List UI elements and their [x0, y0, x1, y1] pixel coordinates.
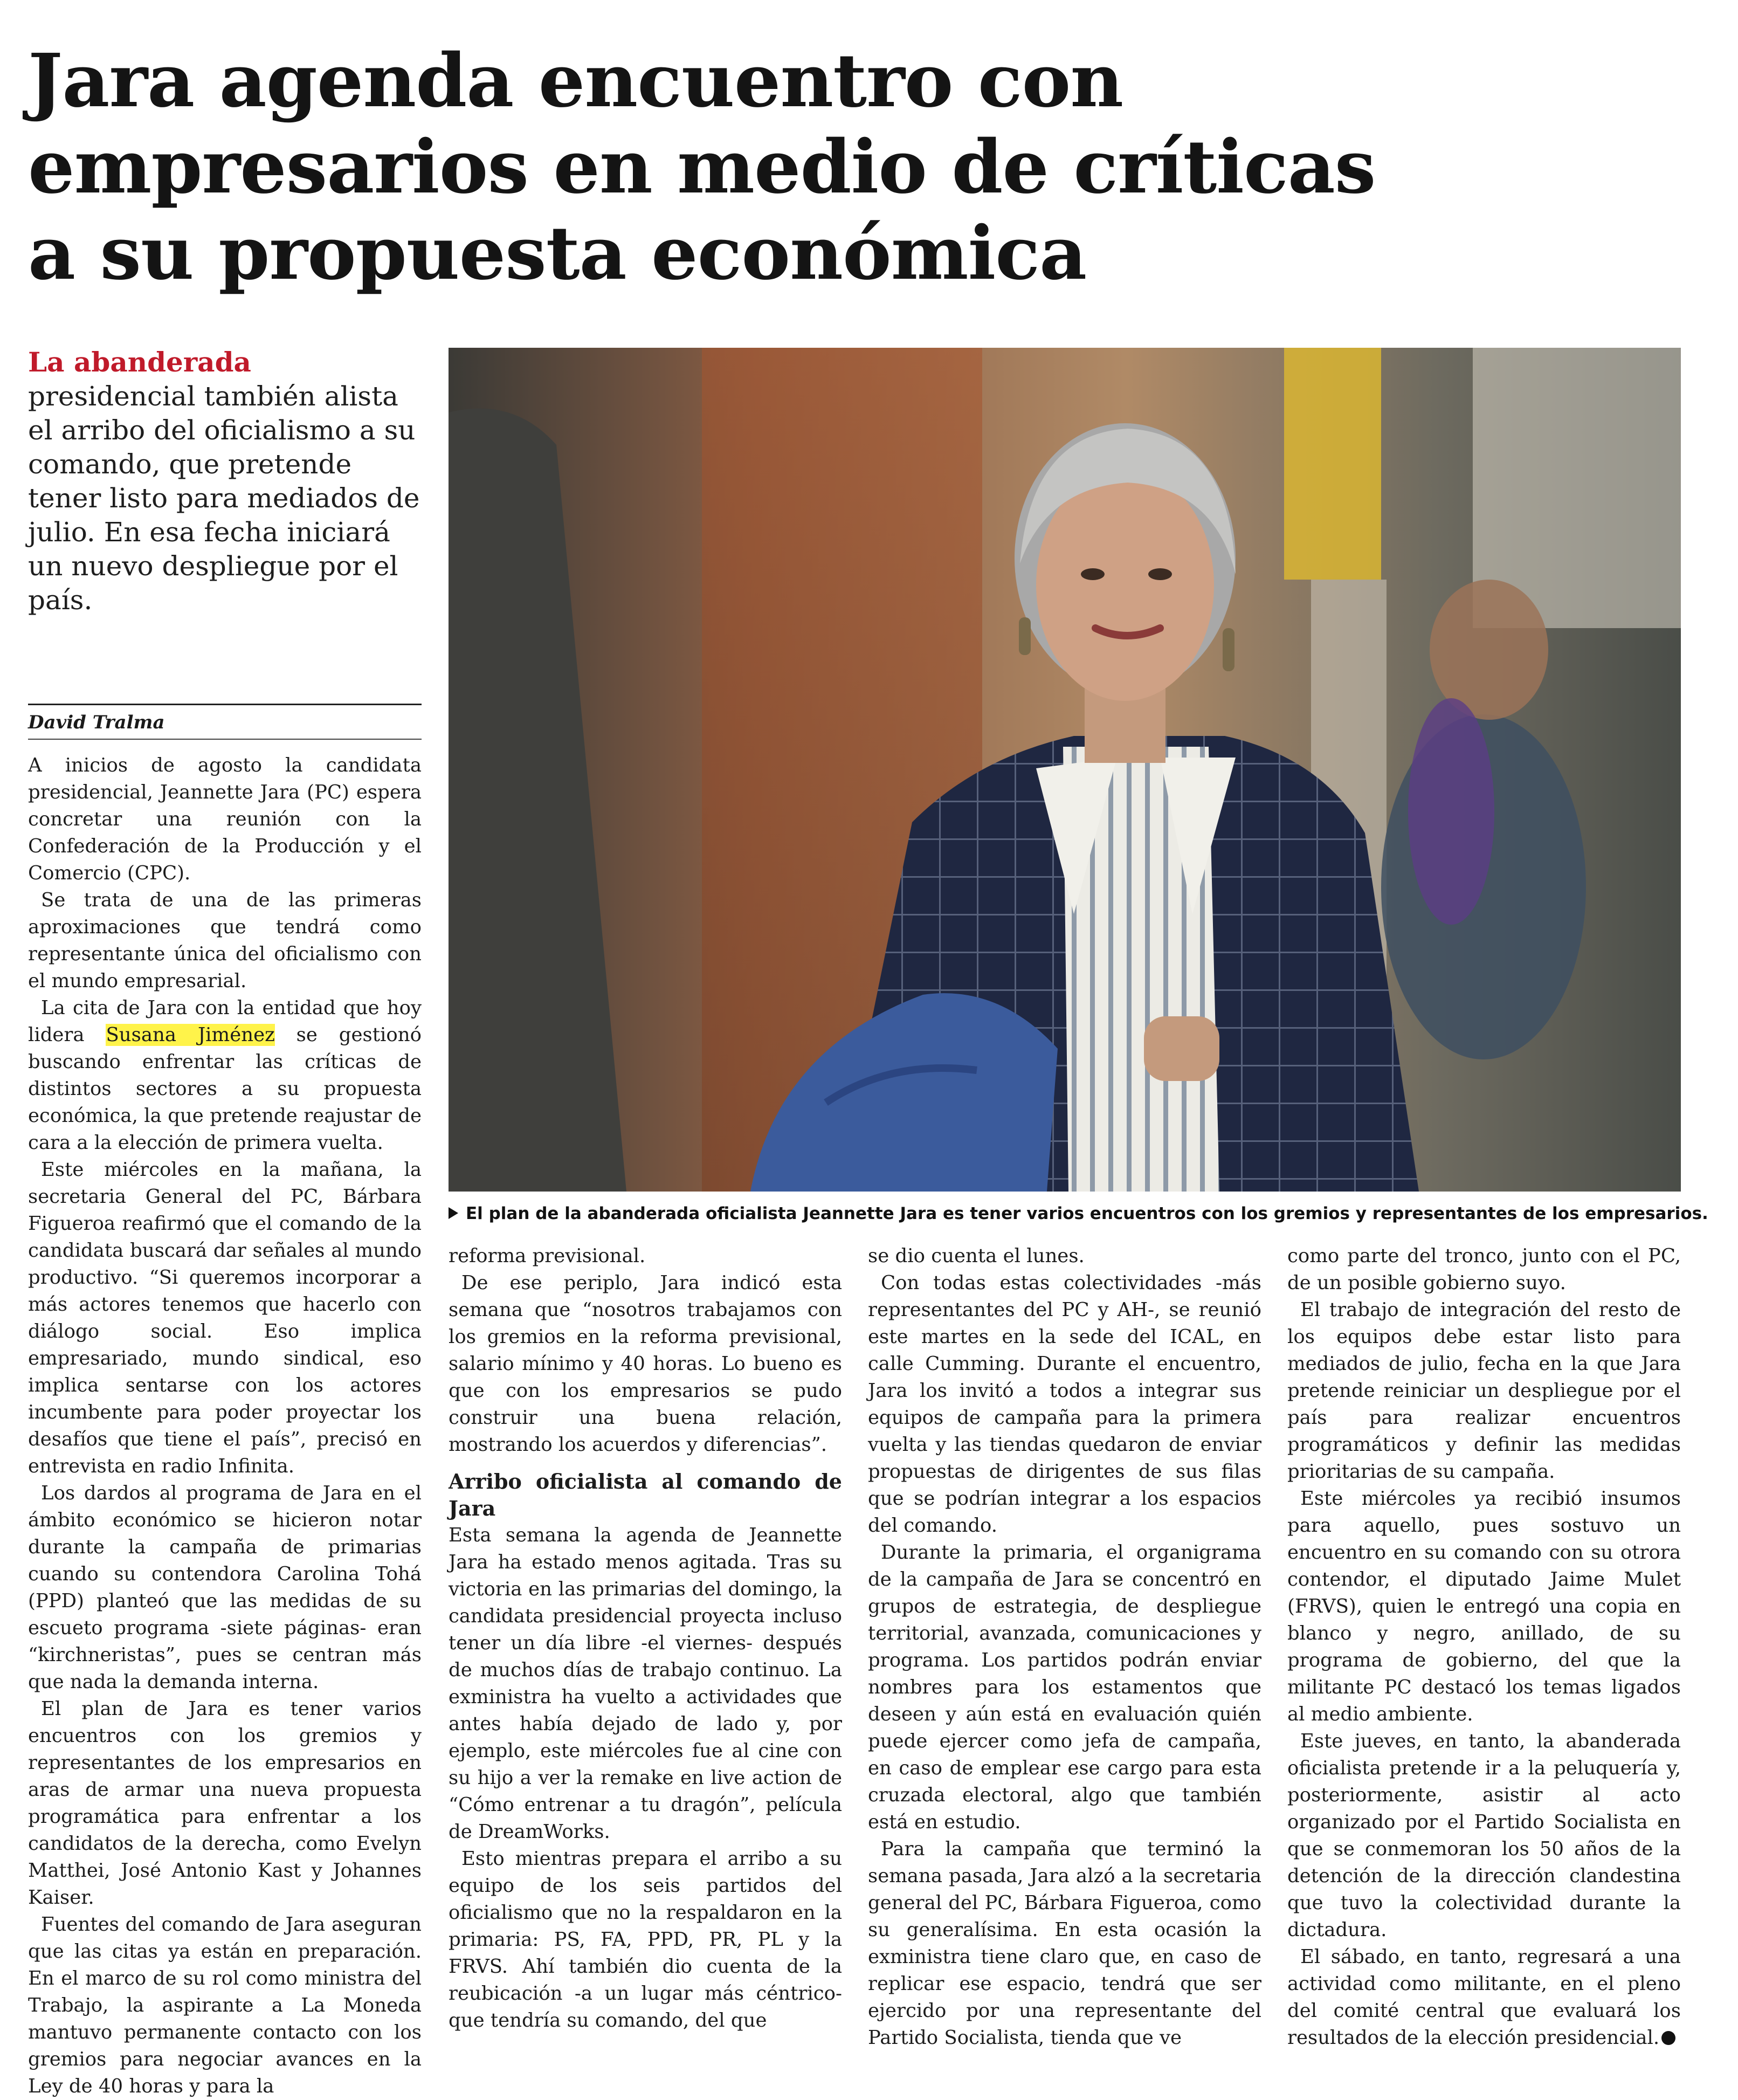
- paragraph: reforma previsional.: [449, 1245, 646, 1267]
- paragraph: Este jueves, en tanto, la abanderada oficialista pretende ir a la peluquería y, posteriormente, asistir al acto organizado por el Partido Socialista en que se conmemoran los 50 años de la detención de la dirección clandestina que tuvo la colectividad durante la dictadura.: [1287, 1730, 1681, 1941]
- highlighted-name: Susana Jiménez: [106, 1024, 275, 1046]
- photo-caption-text: El plan de la abanderada oficialista Jeannette Jara es tener varios encuentros con los gremios y representantes de los empresarios.: [466, 1204, 1708, 1223]
- article-photo: [449, 348, 1681, 1192]
- subheading: Arribo oficialista al comando de Jara: [449, 1469, 842, 1520]
- headline-line-2: empresarios en medio de críticas: [28, 124, 1376, 210]
- paragraph: como parte del tronco, junto con el PC, de un posible gobierno suyo.: [1287, 1245, 1681, 1294]
- paragraph-text: La cita de Jara con la entidad que hoy lidera: [28, 997, 422, 1046]
- photo-caption: [449, 1202, 1708, 1225]
- caption-arrow-icon: [449, 1207, 458, 1219]
- paragraph: [1287, 1944, 1681, 2051]
- paragraph: De ese periplo, Jara indicó esta semana que “nosotros trabajamos con los gremios en la reforma previsional, salario mínimo y 40 horas. Lo bueno es que con los empresarios se pudo construir una buena relación, mostrando los acuerdos y diferencias”.: [449, 1272, 842, 1456]
- headline-line-1: Jara agenda encuentro con: [28, 38, 1123, 124]
- lead-paragraph: [28, 345, 427, 617]
- lead-text: presidencial también alista el arribo del oficialismo a su comando, que pretende tener listo para mediados de julio. En esa fecha iniciará un nuevo despliegue por el país.: [28, 381, 420, 616]
- paragraph: Esto mientras prepara el arribo a su equipo de los seis partidos del oficialismo que no la respaldaron en la primaria: PS, FA, PPD, PR, PL y la FRVS. Ahí también dio cuenta de la reubicación -a un lugar más céntrico- que tendría su comando, del que: [449, 1848, 842, 2032]
- paragraph: Fuentes del comando de Jara aseguran que las citas ya están en preparación. En el marco de su rol como ministra del Trabajo, la aspirante a La Moneda mantuvo permanente contacto con los gremios para negociar avances en la Ley de 40 horas y para la: [28, 1913, 422, 2097]
- paragraph: [28, 995, 422, 1156]
- article-column-1: [28, 752, 422, 2100]
- article-column-2: [449, 1243, 842, 2034]
- headline-line-3: a su propuesta económica: [28, 210, 1087, 297]
- paragraph: Este miércoles ya recibió insumos para aquello, pues sostuvo un encuentro en su comando con su otrora contendor, el diputado Jaime Mulet (FRVS), quien le entregó una copia en blanco y negro, anillado, de su programa de gobierno, del que la militante PC destacó los temas ligados al medio ambiente.: [1287, 1488, 1681, 1725]
- paragraph: Durante la primaria, el organigrama de la campaña de Jara se concentró en grupos de estrategia, de despliegue territorial, avanzada, comunicaciones y programa. Los partidos podrán enviar nombres para los estamentos que deseen y aún está en evaluación quién puede ejercer como jefa de campaña, en caso de emplear ese cargo para esta cruzada electoral, algo que también está en estudio.: [868, 1541, 1261, 1833]
- paragraph: Este miércoles en la mañana, la secretaria General del PC, Bárbara Figueroa reafirmó que el comando de la candidata buscará dar señales al mundo productivo. “Si queremos incorporar a más actores tenemos que hacerlo con diálogo social. Eso implica empresariado, mundo sindical, eso implica sentarse con los actores incumbente para poder proyectar los desafíos que tiene el país”, precisó en entrevista en radio Infinita.: [28, 1159, 422, 1477]
- lead-kicker: La abanderada: [28, 346, 251, 378]
- paragraph: Para la campaña que terminó la semana pasada, Jara alzó a la secretaria general del PC, Bárbara Figueroa, como su generalísima. En esta ocasión la exministra tiene claro que, en caso de replicar ese espacio, tendrá que ser ejercido por una representante del Partido Socialista, tienda que ve: [868, 1838, 1261, 2049]
- paragraph-text: El sábado, en tanto, regresará a una actividad como militante, en el pleno del comité central que evaluará los resultados de la elección presidencial.: [1287, 1946, 1681, 2049]
- paragraph: El trabajo de integración del resto de los equipos debe estar listo para mediados de julio, fecha en la que Jara pretende reiniciar un despliegue por el país para realizar encuentros programáticos y definir las medidas prioritarias de su campaña.: [1287, 1299, 1681, 1483]
- paragraph: A inicios de agosto la candidata presidencial, Jeannette Jara (PC) espera concretar una reunión con la Confederación de la Producción y el Comercio (CPC).: [28, 754, 422, 884]
- end-mark-icon: [1661, 2031, 1675, 2045]
- paragraph: Esta semana la agenda de Jeannette Jara ha estado menos agitada. Tras su victoria en las primarias del domingo, la candidata presidencial proyecta incluso tener un día libre -el viernes- después de muchos días de trabajo continuo. La exministra ha vuelto a actividades que antes había dejado de lado y, por ejemplo, este miércoles fue al cine con su hijo a ver la remake en live action de “Cómo entrenar a tu dragón”, película de DreamWorks.: [449, 1524, 842, 1843]
- headline: [28, 38, 1430, 297]
- article-column-4: [1287, 1243, 1681, 2051]
- photo-illustration: [449, 348, 1681, 1192]
- byline: David Tralma: [28, 704, 422, 740]
- paragraph: se dio cuenta el lunes.: [868, 1245, 1085, 1267]
- article-column-3: [868, 1243, 1261, 2051]
- paragraph-text: se gestionó buscando enfrentar las críticas de distintos sectores a su propuesta económica, la que pretende reajustar de cara a la elección de primera vuelta.: [28, 1024, 422, 1154]
- paragraph: Los dardos al programa de Jara en el ámbito económico se hicieron notar durante la campaña de primarias cuando su contendora Carolina Tohá (PPD) planteó que las medidas de su escueto programa -siete páginas- eran “kirchneristas”, pues se centran más que nada la demanda interna.: [28, 1482, 422, 1693]
- paragraph: El plan de Jara es tener varios encuentros con los gremios y representantes de los empresarios en aras de armar una nueva propuesta programática para enfrentar a los candidatos de la derecha, como Evelyn Matthei, José Antonio Kast y Johannes Kaiser.: [28, 1698, 422, 1909]
- paragraph: Se trata de una de las primeras aproximaciones que tendrá como representante única del oficialismo con el mundo empresarial.: [28, 889, 422, 992]
- paragraph: Con todas estas colectividades -más representantes del PC y AH-, se reunió este martes en la sede del ICAL, en calle Cumming. Durante el encuentro, Jara los invitó a todos a integrar sus equipos de campaña para la primera vuelta y las tiendas quedaron de enviar propuestas de dirigentes de sus filas que se podrían integrar a los espacios del comando.: [868, 1272, 1261, 1537]
